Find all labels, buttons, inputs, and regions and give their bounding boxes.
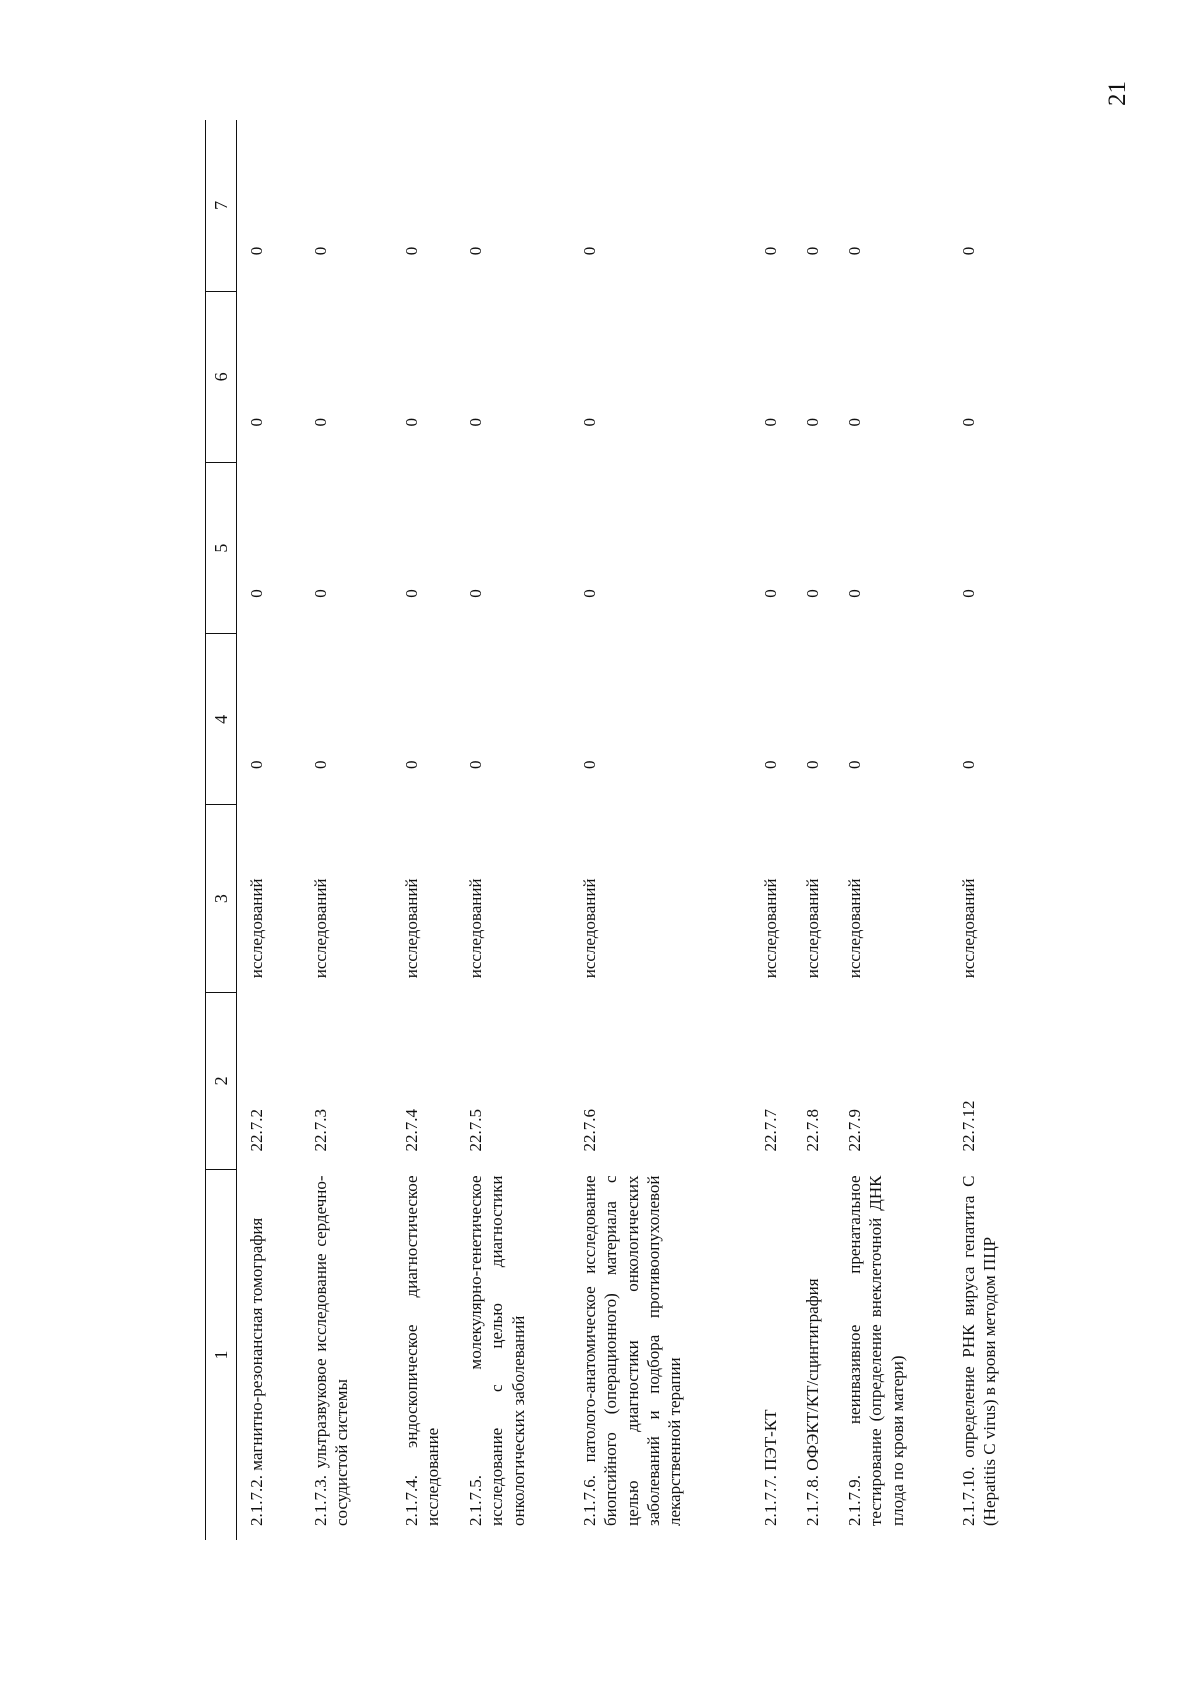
row-value-7: 0 — [402, 246, 421, 256]
header-col-4: 4 — [206, 634, 237, 805]
header-col-7: 7 — [206, 120, 237, 291]
row-code: 22.7.12 — [959, 1100, 978, 1152]
table-body — [237, 120, 1049, 1540]
page-number: 21 — [1104, 81, 1131, 106]
header-col-6: 6 — [206, 291, 237, 462]
row-name: 2.1.7.5. молекулярно-генетическое исследование с целью диагностики онкологических заболеваний — [466, 1175, 528, 1526]
table-row — [793, 120, 835, 1540]
row-name: 2.1.7.2. магнитно-резонансная томография — [247, 1217, 266, 1526]
row-value-5: 0 — [402, 589, 421, 598]
row-code: 22.7.6 — [580, 1108, 599, 1152]
row-value-5: 0 — [803, 589, 822, 598]
row-name: 2.1.7.4. эндоскопическое диагностическое исследование — [402, 1175, 443, 1526]
row-unit: исследований — [761, 878, 780, 979]
row-code: 22.7.7 — [761, 1108, 780, 1152]
row-unit: исследований — [845, 878, 864, 979]
row-unit: исследований — [803, 878, 822, 979]
row-value-7: 0 — [761, 246, 780, 256]
table-row — [570, 120, 751, 1540]
row-code: 22.7.8 — [803, 1108, 822, 1152]
row-value-7: 0 — [466, 246, 485, 256]
row-value-4: 0 — [466, 760, 485, 769]
header-col-3: 3 — [206, 805, 237, 992]
row-code: 22.7.9 — [845, 1108, 864, 1152]
row-value-6: 0 — [580, 418, 599, 427]
row-value-4: 0 — [803, 760, 822, 769]
row-value-4: 0 — [247, 760, 266, 769]
row-value-7: 0 — [845, 246, 864, 256]
row-value-4: 0 — [580, 760, 599, 769]
row-value-6: 0 — [761, 418, 780, 427]
row-value-4: 0 — [311, 760, 330, 769]
row-value-6: 0 — [959, 418, 978, 427]
row-name: 2.1.7.8. ОФЭКТ/КТ/сцинтиграфия — [803, 1278, 822, 1526]
data-table — [205, 120, 1048, 1540]
row-value-7: 0 — [580, 246, 599, 256]
row-value-5: 0 — [580, 589, 599, 598]
header-col-1: 1 — [206, 1169, 237, 1540]
row-name: 2.1.7.6. патолого-анатомическое исследование биопсийного (операционного) материала с целью диагностики онкологических заболеваний и подбора противоопухолевой лекарственной терапии — [580, 1175, 684, 1526]
row-value-7: 0 — [247, 246, 266, 256]
table-row — [392, 120, 456, 1540]
row-value-5: 0 — [845, 589, 864, 598]
row-value-6: 0 — [845, 418, 864, 427]
row-value-6: 0 — [803, 418, 822, 427]
table-row — [949, 120, 1048, 1540]
row-value-7: 0 — [959, 246, 978, 256]
header-col-5: 5 — [206, 463, 237, 634]
row-value-4: 0 — [845, 760, 864, 769]
row-unit: исследований — [959, 878, 978, 979]
table-row — [751, 120, 793, 1540]
row-value-4: 0 — [959, 760, 978, 769]
row-unit: исследований — [247, 878, 266, 979]
row-value-7: 0 — [803, 246, 822, 256]
row-unit: исследований — [311, 878, 330, 979]
row-value-5: 0 — [959, 589, 978, 598]
row-name: 2.1.7.3. ультразвуковое исследование сердечно-сосудистой системы — [311, 1175, 352, 1526]
row-value-5: 0 — [466, 589, 485, 598]
row-code: 22.7.5 — [466, 1108, 485, 1152]
rotated-table-container — [205, 120, 1005, 1540]
row-value-6: 0 — [402, 418, 421, 427]
row-code: 22.7.3 — [311, 1108, 330, 1152]
row-value-5: 0 — [247, 589, 266, 598]
row-value-5: 0 — [311, 589, 330, 598]
row-value-7: 0 — [311, 246, 330, 256]
row-name: 2.1.7.9. неинвазивное пренатальное тестирование (определение внеклеточной ДНК плода по крови матери) — [845, 1175, 907, 1526]
table-row — [456, 120, 570, 1540]
row-unit: исследований — [402, 878, 421, 979]
header-row — [206, 120, 237, 1540]
row-code: 22.7.4 — [402, 1108, 421, 1152]
table-header — [206, 120, 237, 1540]
row-value-6: 0 — [311, 418, 330, 427]
header-col-2: 2 — [206, 992, 237, 1169]
table-row — [301, 120, 392, 1540]
row-value-4: 0 — [761, 760, 780, 769]
row-value-4: 0 — [402, 760, 421, 769]
row-value-6: 0 — [466, 418, 485, 427]
row-unit: исследований — [466, 878, 485, 979]
row-code: 22.7.2 — [247, 1108, 266, 1152]
row-name: 2.1.7.7. ПЭТ-КТ — [761, 1409, 780, 1526]
row-value-5: 0 — [761, 589, 780, 598]
table-row — [237, 120, 302, 1540]
row-name: 2.1.7.10. определение РНК вируса гепатита C (Hepatitis C virus) в крови методом ПЦР — [959, 1175, 1000, 1526]
row-unit: исследований — [580, 878, 599, 979]
table-row — [835, 120, 949, 1540]
row-value-6: 0 — [247, 418, 266, 427]
